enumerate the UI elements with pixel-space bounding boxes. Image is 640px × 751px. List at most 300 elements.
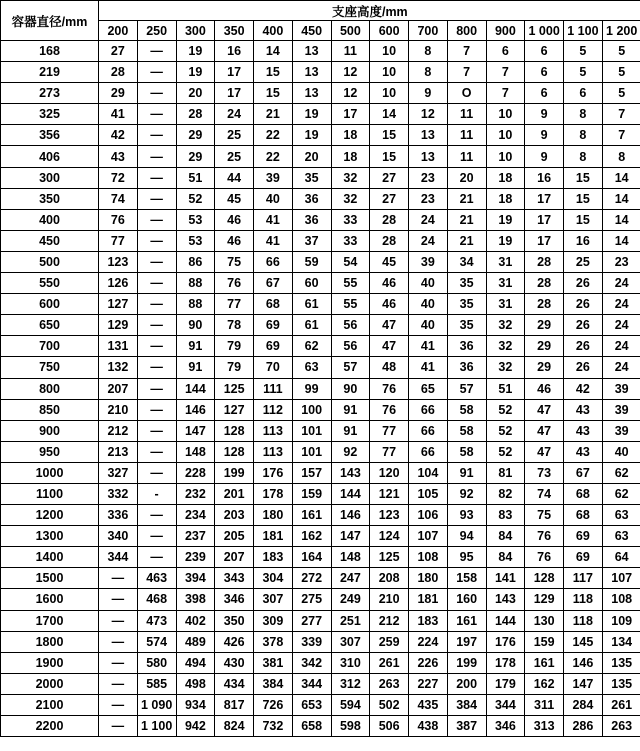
value-cell: 15 <box>254 62 293 83</box>
value-cell: 127 <box>99 294 138 315</box>
value-cell: 13 <box>409 125 448 146</box>
value-cell: — <box>99 589 138 610</box>
value-cell: 275 <box>292 589 331 610</box>
value-cell: 40 <box>254 188 293 209</box>
value-cell: 23 <box>409 167 448 188</box>
value-cell: 7 <box>602 125 640 146</box>
value-cell: 69 <box>254 315 293 336</box>
value-cell: 26 <box>564 273 603 294</box>
value-cell: 126 <box>99 273 138 294</box>
value-cell: 199 <box>447 652 486 673</box>
value-cell: 312 <box>331 673 370 694</box>
value-cell: 55 <box>331 294 370 315</box>
value-cell: 131 <box>99 336 138 357</box>
height-header-cell: 400 <box>254 21 293 41</box>
value-cell: 52 <box>486 441 525 462</box>
value-cell: 6 <box>486 41 525 62</box>
value-cell: 66 <box>409 399 448 420</box>
value-cell: 350 <box>215 610 254 631</box>
value-cell: 402 <box>176 610 215 631</box>
value-cell: 430 <box>215 652 254 673</box>
value-cell: 31 <box>486 294 525 315</box>
value-cell: 11 <box>447 104 486 125</box>
value-cell: 51 <box>486 378 525 399</box>
value-cell: 10 <box>370 83 409 104</box>
value-cell: 7 <box>486 62 525 83</box>
diameter-cell: 325 <box>1 104 99 125</box>
value-cell: 117 <box>564 568 603 589</box>
group-header-support-height: 支座高度/mm <box>99 1 640 21</box>
value-cell: 10 <box>486 104 525 125</box>
table-body <box>1 41 640 737</box>
value-cell: 84 <box>486 547 525 568</box>
value-cell: 60 <box>292 273 331 294</box>
value-cell: 33 <box>331 209 370 230</box>
value-cell: 26 <box>564 315 603 336</box>
height-header-cell: 900 <box>486 21 525 41</box>
value-cell: 148 <box>331 547 370 568</box>
table-row <box>1 167 640 188</box>
value-cell: 473 <box>137 610 176 631</box>
height-header-cell: 350 <box>215 21 254 41</box>
value-cell: 15 <box>564 167 603 188</box>
value-cell: — <box>137 83 176 104</box>
value-cell: 31 <box>486 251 525 272</box>
value-cell: 40 <box>409 294 448 315</box>
value-cell: 261 <box>602 694 640 715</box>
table-row <box>1 209 640 230</box>
diameter-cell: 2100 <box>1 694 99 715</box>
value-cell: 19 <box>292 104 331 125</box>
value-cell: 118 <box>564 610 603 631</box>
height-header-cell: 300 <box>176 21 215 41</box>
diameter-cell: 850 <box>1 399 99 420</box>
value-cell: 19 <box>486 230 525 251</box>
value-cell: 84 <box>486 526 525 547</box>
value-cell: 434 <box>215 673 254 694</box>
value-cell: 16 <box>215 41 254 62</box>
value-cell: 91 <box>176 357 215 378</box>
table-row <box>1 483 640 504</box>
diameter-cell: 2000 <box>1 673 99 694</box>
value-cell: 42 <box>99 125 138 146</box>
value-cell: 118 <box>564 589 603 610</box>
value-cell: 146 <box>331 505 370 526</box>
diameter-cell: 1600 <box>1 589 99 610</box>
value-cell: 344 <box>292 673 331 694</box>
value-cell: 73 <box>525 462 564 483</box>
value-cell: 5 <box>564 41 603 62</box>
value-cell: 502 <box>370 694 409 715</box>
value-cell: 161 <box>447 610 486 631</box>
value-cell: 332 <box>99 483 138 504</box>
value-cell: 100 <box>292 399 331 420</box>
value-cell: 26 <box>564 336 603 357</box>
value-cell: O <box>447 83 486 104</box>
table-row <box>1 589 640 610</box>
height-header-cell: 450 <box>292 21 331 41</box>
value-cell: — <box>137 420 176 441</box>
table-row <box>1 146 640 167</box>
value-cell: 35 <box>447 273 486 294</box>
value-cell: 101 <box>292 420 331 441</box>
value-cell: 76 <box>99 209 138 230</box>
value-cell: 25 <box>564 251 603 272</box>
value-cell: 24 <box>602 315 640 336</box>
value-cell: 57 <box>447 378 486 399</box>
value-cell: 78 <box>215 315 254 336</box>
value-cell: 48 <box>370 357 409 378</box>
value-cell: 47 <box>525 399 564 420</box>
table-row <box>1 652 640 673</box>
diameter-cell: 500 <box>1 251 99 272</box>
value-cell: 13 <box>292 41 331 62</box>
value-cell: 9 <box>409 83 448 104</box>
value-cell: — <box>137 146 176 167</box>
value-cell: 28 <box>99 62 138 83</box>
value-cell: 426 <box>215 631 254 652</box>
value-cell: 29 <box>525 336 564 357</box>
value-cell: 46 <box>370 273 409 294</box>
value-cell: — <box>99 716 138 737</box>
value-cell: 88 <box>176 273 215 294</box>
value-cell: 15 <box>370 146 409 167</box>
value-cell: 107 <box>409 526 448 547</box>
value-cell: 378 <box>254 631 293 652</box>
value-cell: 21 <box>447 230 486 251</box>
value-cell: 8 <box>564 146 603 167</box>
value-cell: - <box>137 483 176 504</box>
value-cell: 7 <box>447 62 486 83</box>
value-cell: 63 <box>602 505 640 526</box>
value-cell: 212 <box>370 610 409 631</box>
value-cell: 32 <box>331 167 370 188</box>
value-cell: 21 <box>447 188 486 209</box>
value-cell: 147 <box>176 420 215 441</box>
value-cell: 158 <box>447 568 486 589</box>
value-cell: 77 <box>370 420 409 441</box>
height-header-cell: 800 <box>447 21 486 41</box>
value-cell: 94 <box>447 526 486 547</box>
value-cell: 342 <box>292 652 331 673</box>
value-cell: 28 <box>525 251 564 272</box>
value-cell: 22 <box>254 146 293 167</box>
value-cell: 26 <box>564 294 603 315</box>
value-cell: 824 <box>215 716 254 737</box>
value-cell: 21 <box>254 104 293 125</box>
value-cell: 8 <box>409 62 448 83</box>
value-cell: 146 <box>176 399 215 420</box>
height-header-cell: 500 <box>331 21 370 41</box>
value-cell: 11 <box>331 41 370 62</box>
value-cell: 123 <box>99 251 138 272</box>
value-cell: 208 <box>370 568 409 589</box>
value-cell: 129 <box>99 315 138 336</box>
value-cell: 146 <box>564 652 603 673</box>
value-cell: 178 <box>254 483 293 504</box>
value-cell: 52 <box>176 188 215 209</box>
value-cell: 942 <box>176 716 215 737</box>
value-cell: 12 <box>331 62 370 83</box>
value-cell: 91 <box>331 399 370 420</box>
diameter-cell: 1100 <box>1 483 99 504</box>
value-cell: 67 <box>564 462 603 483</box>
value-cell: 121 <box>370 483 409 504</box>
value-cell: 144 <box>176 378 215 399</box>
value-cell: 32 <box>486 357 525 378</box>
value-cell: 5 <box>602 83 640 104</box>
value-cell: — <box>137 547 176 568</box>
value-cell: 580 <box>137 652 176 673</box>
value-cell: 113 <box>254 441 293 462</box>
table-row <box>1 273 640 294</box>
value-cell: 75 <box>525 505 564 526</box>
value-cell: 127 <box>215 399 254 420</box>
value-cell: 41 <box>409 357 448 378</box>
value-cell: 234 <box>176 505 215 526</box>
value-cell: 21 <box>447 209 486 230</box>
value-cell: 75 <box>215 251 254 272</box>
diameter-cell: 1500 <box>1 568 99 589</box>
value-cell: 10 <box>486 125 525 146</box>
value-cell: 41 <box>99 104 138 125</box>
value-cell: 56 <box>331 315 370 336</box>
table-row <box>1 547 640 568</box>
value-cell: 284 <box>564 694 603 715</box>
value-cell: 17 <box>331 104 370 125</box>
value-cell: 66 <box>409 420 448 441</box>
value-cell: 58 <box>447 399 486 420</box>
value-cell: 384 <box>447 694 486 715</box>
value-cell: 11 <box>447 125 486 146</box>
value-cell: 309 <box>254 610 293 631</box>
value-cell: 585 <box>137 673 176 694</box>
value-cell: 179 <box>486 673 525 694</box>
value-cell: 28 <box>525 273 564 294</box>
table-row <box>1 62 640 83</box>
value-cell: 25 <box>215 146 254 167</box>
value-cell: 135 <box>602 673 640 694</box>
value-cell: 43 <box>564 399 603 420</box>
value-cell: 160 <box>447 589 486 610</box>
value-cell: 17 <box>525 188 564 209</box>
table-row <box>1 125 640 146</box>
value-cell: 20 <box>447 167 486 188</box>
value-cell: 327 <box>99 462 138 483</box>
value-cell: 17 <box>525 230 564 251</box>
value-cell: 36 <box>447 336 486 357</box>
value-cell: 28 <box>525 294 564 315</box>
value-cell: 161 <box>292 505 331 526</box>
value-cell: 247 <box>331 568 370 589</box>
value-cell: 24 <box>215 104 254 125</box>
value-cell: 210 <box>370 589 409 610</box>
value-cell: 226 <box>409 652 448 673</box>
value-cell: 86 <box>176 251 215 272</box>
value-cell: 19 <box>292 125 331 146</box>
value-cell: 31 <box>486 273 525 294</box>
value-cell: 16 <box>564 230 603 251</box>
diameter-cell: 300 <box>1 167 99 188</box>
value-cell: 107 <box>602 568 640 589</box>
value-cell: 77 <box>215 294 254 315</box>
value-cell: 62 <box>292 336 331 357</box>
value-cell: 36 <box>447 357 486 378</box>
value-cell: 32 <box>331 188 370 209</box>
value-cell: 135 <box>602 652 640 673</box>
value-cell: 228 <box>176 462 215 483</box>
height-header-cell: 600 <box>370 21 409 41</box>
value-cell: 10 <box>486 146 525 167</box>
value-cell: 201 <box>215 483 254 504</box>
diameter-cell: 1800 <box>1 631 99 652</box>
value-cell: 346 <box>486 716 525 737</box>
value-cell: 90 <box>176 315 215 336</box>
value-cell: 594 <box>331 694 370 715</box>
value-cell: 7 <box>447 41 486 62</box>
table-row <box>1 315 640 336</box>
value-cell: 19 <box>486 209 525 230</box>
value-cell: 43 <box>564 441 603 462</box>
diameter-cell: 1700 <box>1 610 99 631</box>
value-cell: 10 <box>370 41 409 62</box>
value-cell: 41 <box>254 230 293 251</box>
value-cell: 9 <box>525 125 564 146</box>
value-cell: 42 <box>564 378 603 399</box>
value-cell: 134 <box>602 631 640 652</box>
value-cell: 15 <box>254 83 293 104</box>
table-row <box>1 357 640 378</box>
value-cell: — <box>99 568 138 589</box>
value-cell: 272 <box>292 568 331 589</box>
value-cell: 33 <box>331 230 370 251</box>
value-cell: 18 <box>331 125 370 146</box>
table-row <box>1 568 640 589</box>
value-cell: 9 <box>525 104 564 125</box>
value-cell: 313 <box>525 716 564 737</box>
height-header-cell: 700 <box>409 21 448 41</box>
value-cell: 251 <box>331 610 370 631</box>
value-cell: — <box>137 378 176 399</box>
value-cell: 26 <box>564 357 603 378</box>
height-header-cell: 250 <box>137 21 176 41</box>
value-cell: 28 <box>370 230 409 251</box>
value-cell: 82 <box>486 483 525 504</box>
table-row <box>1 378 640 399</box>
value-cell: 19 <box>176 62 215 83</box>
value-cell: 339 <box>292 631 331 652</box>
value-cell: 32 <box>486 315 525 336</box>
diameter-cell: 2200 <box>1 716 99 737</box>
value-cell: 70 <box>254 357 293 378</box>
value-cell: 35 <box>292 167 331 188</box>
value-cell: 16 <box>525 167 564 188</box>
value-cell: 164 <box>292 547 331 568</box>
value-cell: 227 <box>409 673 448 694</box>
diameter-cell: 900 <box>1 420 99 441</box>
value-cell: 69 <box>564 526 603 547</box>
value-cell: — <box>137 251 176 272</box>
value-cell: 14 <box>370 104 409 125</box>
value-cell: 14 <box>602 230 640 251</box>
value-cell: 8 <box>409 41 448 62</box>
table-row <box>1 694 640 715</box>
value-cell: 62 <box>602 462 640 483</box>
table-row <box>1 441 640 462</box>
value-cell: 14 <box>254 41 293 62</box>
value-cell: — <box>99 673 138 694</box>
table-row <box>1 420 640 441</box>
value-cell: 11 <box>447 146 486 167</box>
value-cell: — <box>137 441 176 462</box>
value-cell: 74 <box>525 483 564 504</box>
value-cell: 46 <box>215 230 254 251</box>
value-cell: 468 <box>137 589 176 610</box>
value-cell: 207 <box>215 547 254 568</box>
value-cell: 47 <box>525 441 564 462</box>
value-cell: 92 <box>447 483 486 504</box>
value-cell: 54 <box>331 251 370 272</box>
value-cell: 398 <box>176 589 215 610</box>
value-cell: 212 <box>99 420 138 441</box>
value-cell: 36 <box>292 188 331 209</box>
value-cell: 12 <box>409 104 448 125</box>
table-row <box>1 41 640 62</box>
value-cell: 72 <box>99 167 138 188</box>
value-cell: 53 <box>176 209 215 230</box>
value-cell: 8 <box>564 125 603 146</box>
value-cell: 88 <box>176 294 215 315</box>
value-cell: 95 <box>447 547 486 568</box>
value-cell: 39 <box>602 378 640 399</box>
value-cell: 6 <box>525 41 564 62</box>
value-cell: 259 <box>370 631 409 652</box>
value-cell: 13 <box>409 146 448 167</box>
value-cell: 277 <box>292 610 331 631</box>
value-cell: 24 <box>409 209 448 230</box>
value-cell: 10 <box>370 62 409 83</box>
table-row <box>1 251 640 272</box>
diameter-cell: 550 <box>1 273 99 294</box>
value-cell: 36 <box>292 209 331 230</box>
value-cell: 39 <box>602 399 640 420</box>
value-cell: 144 <box>331 483 370 504</box>
value-cell: — <box>137 209 176 230</box>
value-cell: 574 <box>137 631 176 652</box>
value-cell: 344 <box>486 694 525 715</box>
value-cell: 181 <box>409 589 448 610</box>
value-cell: 128 <box>525 568 564 589</box>
value-cell: 81 <box>486 462 525 483</box>
value-cell: 18 <box>486 167 525 188</box>
value-cell: 91 <box>176 336 215 357</box>
diameter-cell: 450 <box>1 230 99 251</box>
value-cell: 307 <box>254 589 293 610</box>
diameter-cell: 350 <box>1 188 99 209</box>
value-cell: — <box>99 652 138 673</box>
value-cell: 108 <box>602 589 640 610</box>
value-cell: 91 <box>331 420 370 441</box>
value-cell: 9 <box>525 146 564 167</box>
value-cell: 68 <box>564 483 603 504</box>
value-cell: 58 <box>447 441 486 462</box>
value-cell: 45 <box>215 188 254 209</box>
diameter-cell: 168 <box>1 41 99 62</box>
value-cell: 5 <box>602 62 640 83</box>
value-cell: 159 <box>292 483 331 504</box>
value-cell: 66 <box>409 441 448 462</box>
value-cell: 387 <box>447 716 486 737</box>
